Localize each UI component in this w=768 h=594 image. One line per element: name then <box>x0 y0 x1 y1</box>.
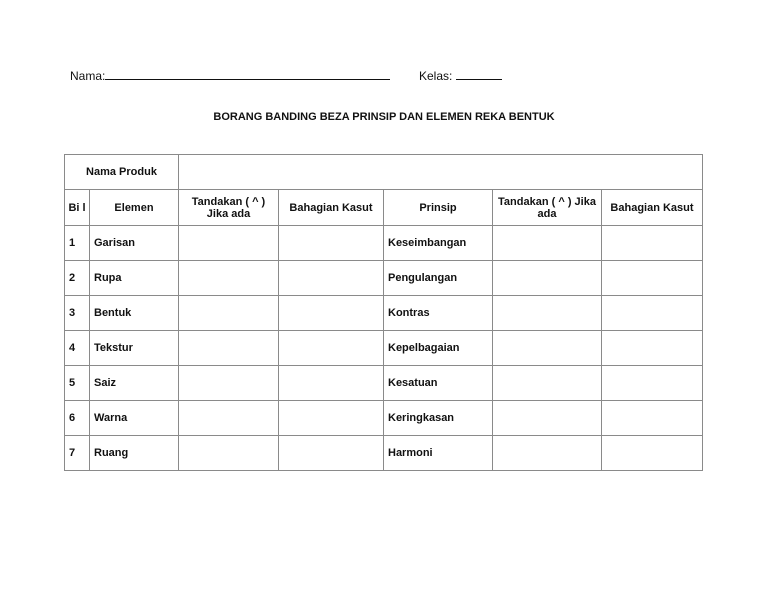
kelas-line <box>419 68 502 83</box>
prinsip-cell: Kesatuan <box>384 366 493 401</box>
tandakan-elemen-cell[interactable] <box>179 331 279 366</box>
tandakan-elemen-cell[interactable] <box>179 261 279 296</box>
prinsip-cell: Keseimbangan <box>384 226 493 261</box>
prinsip-cell: Kepelbagaian <box>384 331 493 366</box>
bahagian-prinsip-cell[interactable] <box>602 331 703 366</box>
table-row <box>65 401 703 436</box>
bahagian-prinsip-cell[interactable] <box>602 296 703 331</box>
table-row <box>65 296 703 331</box>
bahagian-elemen-cell[interactable] <box>279 226 384 261</box>
tandakan-elemen-cell[interactable] <box>179 436 279 471</box>
form-title: BORANG BANDING BEZA PRINSIP DAN ELEMEN REKA BENTUK <box>213 111 555 123</box>
table-row <box>65 366 703 401</box>
kelas-blank[interactable] <box>456 68 502 80</box>
tandakan-prinsip-cell[interactable] <box>493 436 602 471</box>
prinsip-cell: Harmoni <box>384 436 493 471</box>
bahagian-elemen-cell[interactable] <box>279 401 384 436</box>
row-number: 7 <box>65 436 90 471</box>
nama-label: Nama: <box>70 69 106 83</box>
table-row <box>65 261 703 296</box>
elemen-cell: Garisan <box>90 226 179 261</box>
nama-blank[interactable] <box>105 68 390 80</box>
col-bahagian-elemen: Bahagian Kasut <box>279 190 384 226</box>
kelas-label: Kelas: <box>419 69 453 83</box>
row-number: 1 <box>65 226 90 261</box>
tandakan-prinsip-cell[interactable] <box>493 401 602 436</box>
col-prinsip: Prinsip <box>384 190 493 226</box>
tandakan-elemen-cell[interactable] <box>179 366 279 401</box>
col-elemen: Elemen <box>90 190 179 226</box>
elemen-cell: Tekstur <box>90 331 179 366</box>
bahagian-prinsip-cell[interactable] <box>602 401 703 436</box>
bahagian-elemen-cell[interactable] <box>279 296 384 331</box>
col-tandakan-prinsip: Tandakan ( ^ ) Jika ada <box>493 190 602 226</box>
nama-line <box>70 68 390 83</box>
prinsip-cell: Kontras <box>384 296 493 331</box>
tandakan-elemen-cell[interactable] <box>179 296 279 331</box>
col-tandakan-elemen: Tandakan ( ^ ) Jika ada <box>179 190 279 226</box>
table-row <box>65 226 703 261</box>
row-number: 2 <box>65 261 90 296</box>
table-row <box>65 331 703 366</box>
elemen-cell: Bentuk <box>90 296 179 331</box>
bahagian-prinsip-cell[interactable] <box>602 366 703 401</box>
elemen-cell: Warna <box>90 401 179 436</box>
row-number: 3 <box>65 296 90 331</box>
col-bahagian-prinsip: Bahagian Kasut <box>602 190 703 226</box>
bahagian-prinsip-cell[interactable] <box>602 436 703 471</box>
nama-produk-row <box>65 155 703 190</box>
tandakan-prinsip-cell[interactable] <box>493 366 602 401</box>
tandakan-prinsip-cell[interactable] <box>493 261 602 296</box>
table-row <box>65 436 703 471</box>
nama-produk-label: Nama Produk <box>65 155 179 190</box>
row-number: 6 <box>65 401 90 436</box>
tandakan-elemen-cell[interactable] <box>179 401 279 436</box>
row-number: 5 <box>65 366 90 401</box>
prinsip-cell: Keringkasan <box>384 401 493 436</box>
elemen-cell: Saiz <box>90 366 179 401</box>
tandakan-elemen-cell[interactable] <box>179 226 279 261</box>
tandakan-prinsip-cell[interactable] <box>493 331 602 366</box>
bahagian-elemen-cell[interactable] <box>279 261 384 296</box>
tandakan-prinsip-cell[interactable] <box>493 296 602 331</box>
bahagian-elemen-cell[interactable] <box>279 366 384 401</box>
row-number: 4 <box>65 331 90 366</box>
nama-produk-input-cell[interactable] <box>179 155 703 190</box>
prinsip-cell: Pengulangan <box>384 261 493 296</box>
elemen-cell: Ruang <box>90 436 179 471</box>
bahagian-elemen-cell[interactable] <box>279 436 384 471</box>
col-bil: Bi l <box>65 190 90 226</box>
comparison-table <box>64 154 703 471</box>
column-header-row <box>65 190 703 226</box>
bahagian-elemen-cell[interactable] <box>279 331 384 366</box>
bahagian-prinsip-cell[interactable] <box>602 226 703 261</box>
elemen-cell: Rupa <box>90 261 179 296</box>
bahagian-prinsip-cell[interactable] <box>602 261 703 296</box>
tandakan-prinsip-cell[interactable] <box>493 226 602 261</box>
